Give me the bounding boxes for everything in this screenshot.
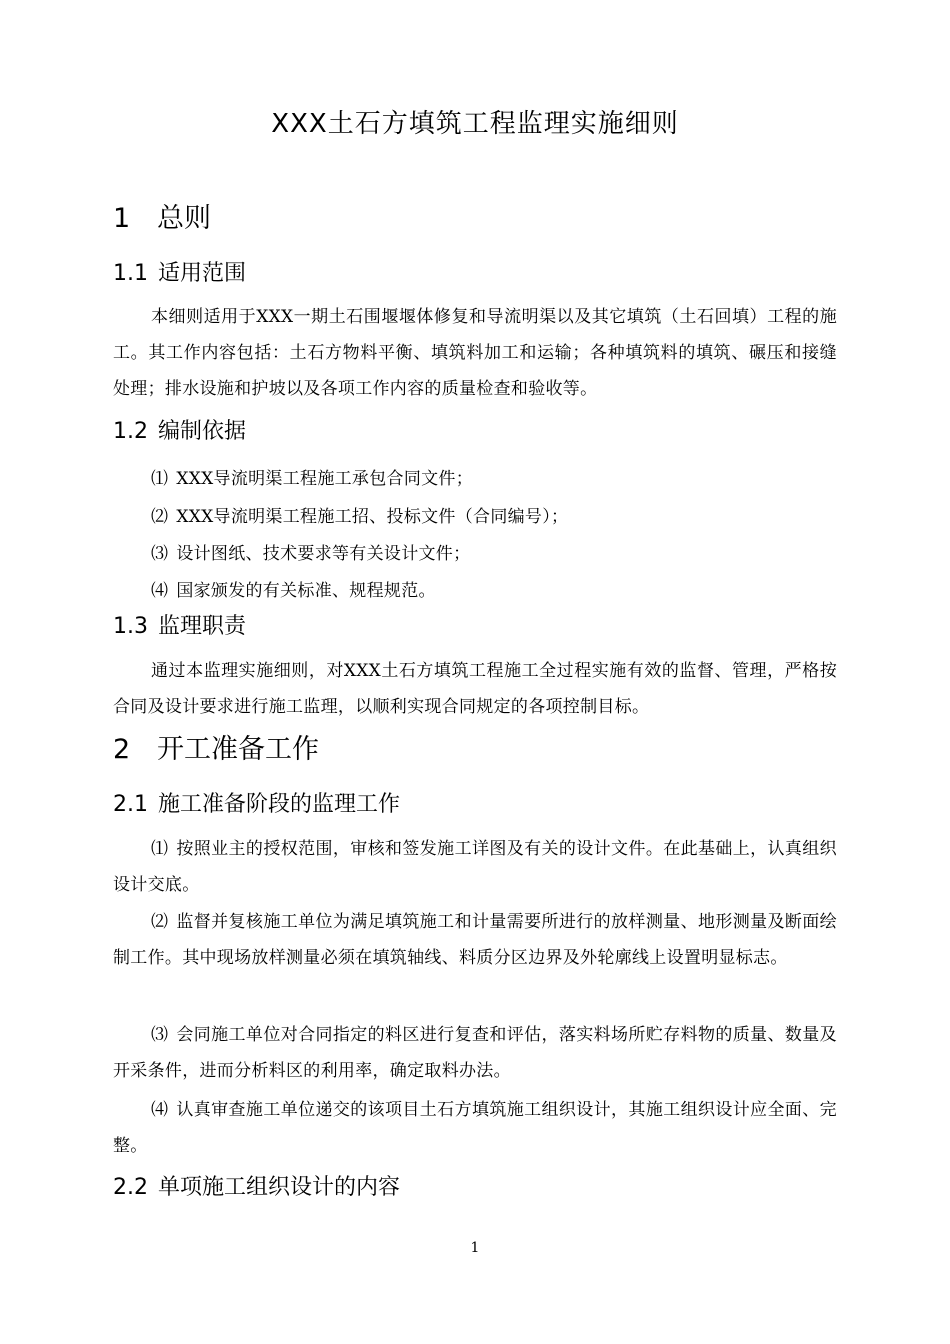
heading-number: 1.1 [113, 261, 148, 286]
heading-number: 1.2 [113, 419, 148, 444]
heading-number: 1.3 [113, 614, 148, 639]
list-paragraph [113, 1092, 837, 1164]
list-item [151, 539, 470, 564]
heading-2-1 [113, 787, 400, 818]
heading-number: 1 [113, 203, 131, 234]
list-item-text: 按照业主的授权范围，审核和签发施工详图及有关的设计文件。在此基础上，认真组织设计交底。 [113, 839, 837, 895]
heading-number: 2.1 [113, 792, 148, 817]
list-item-text: XXX导流明渠工程施工承包合同文件； [176, 469, 474, 489]
heading-1-2 [113, 414, 246, 445]
list-marker: ⑴ [151, 839, 169, 859]
heading-1-3 [113, 609, 246, 640]
list-item-text: 认真审查施工单位递交的该项目土石方填筑施工组织设计，其施工组织设计应全面、完整。 [113, 1100, 837, 1156]
list-marker: ⑵ [151, 912, 169, 932]
list-marker: ⑴ [151, 469, 169, 489]
list-item-text: 会同施工单位对合同指定的料区进行复查和评估，落实料场所贮存料物的质量、数量及开采条件，进而分析料区的利用率，确定取料办法。 [113, 1025, 837, 1081]
heading-text: 总则 [157, 203, 211, 234]
list-paragraph [113, 904, 837, 976]
list-marker: ⑷ [151, 1100, 169, 1120]
list-item-text: 监督并复核施工单位为满足填筑施工和计量需要所进行的放样测量、地形测量及断面绘制工作。其中现场放样测量必须在填筑轴线、料质分区边界及外轮廓线上设置明显标志。 [113, 912, 837, 968]
heading-section-2 [113, 727, 319, 766]
heading-text: 施工准备阶段的监理工作 [158, 792, 401, 817]
list-item [151, 576, 436, 601]
list-marker: ⑶ [151, 544, 169, 564]
heading-section-1 [113, 196, 211, 235]
paragraph-duties: 通过本监理实施细则，对XXX土石方填筑工程施工全过程实施有效的监督、管理，严格按合同及设计要求进行施工监理，以顺利实现合同规定的各项控制目标。 [113, 661, 837, 717]
document-title: XXX土石方填筑工程监理实施细则 [271, 109, 679, 139]
heading-number: 2.2 [113, 1175, 148, 1200]
heading-text: 单项施工组织设计的内容 [158, 1175, 401, 1200]
list-item-text: 设计图纸、技术要求等有关设计文件； [176, 544, 471, 564]
page-number: 1 [470, 1240, 480, 1256]
list-marker: ⑶ [151, 1025, 169, 1045]
list-marker: ⑷ [151, 581, 169, 601]
list-item-text: XXX导流明渠工程施工招、投标文件（合同编号）； [176, 507, 569, 527]
paragraph-scope: 本细则适用于XXX一期土石围堰堰体修复和导流明渠以及其它填筑（土石回填）工程的施工。其工作内容包括：土石方物料平衡、填筑料加工和运输；各种填筑料的填筑、碾压和接缝处理；排水设施和护坡以及各项工作内容的质量检查和验收等。 [113, 307, 837, 399]
heading-1-1 [113, 256, 246, 287]
heading-text: 适用范围 [158, 261, 247, 286]
list-item [151, 464, 473, 489]
list-marker: ⑵ [151, 507, 169, 527]
heading-text: 编制依据 [158, 419, 247, 444]
list-item [151, 502, 568, 527]
list-paragraph [113, 1017, 837, 1089]
heading-2-2 [113, 1170, 400, 1201]
heading-text: 开工准备工作 [157, 734, 319, 765]
heading-text: 监理职责 [158, 614, 247, 639]
list-item-text: 国家颁发的有关标准、规程规范。 [176, 581, 436, 601]
heading-number: 2 [113, 734, 131, 765]
list-paragraph [113, 831, 837, 903]
